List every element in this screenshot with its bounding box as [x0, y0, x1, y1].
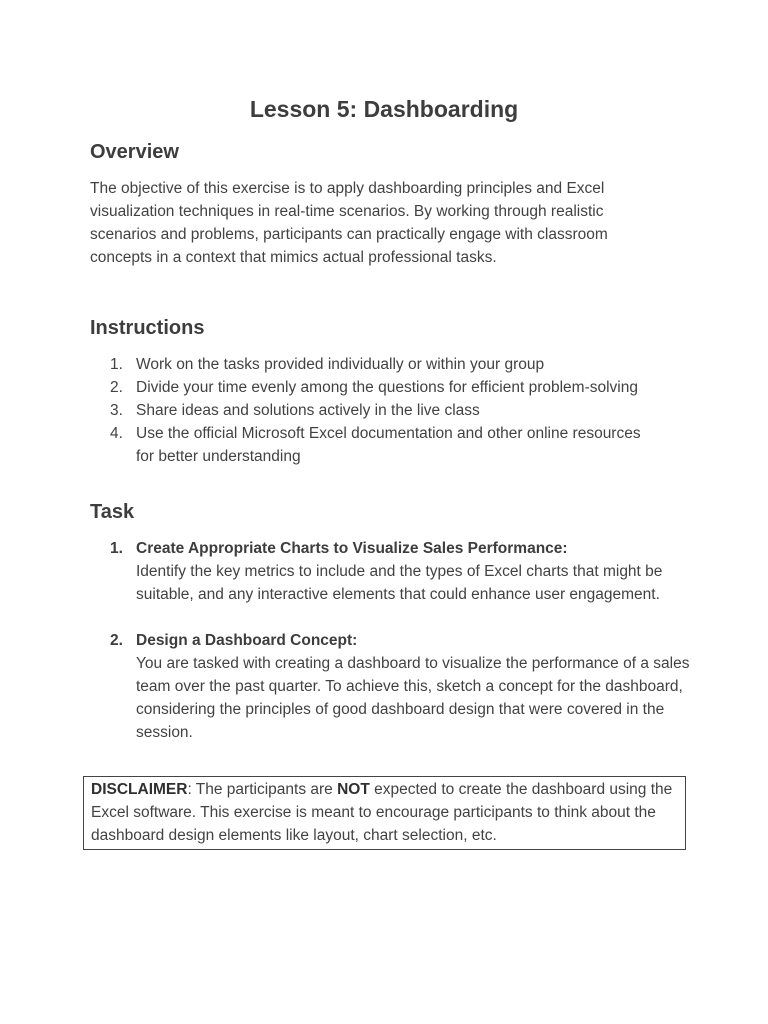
task-item	[90, 537, 690, 606]
disclaimer-label: DISCLAIMER	[91, 781, 188, 798]
instruction-item	[90, 376, 690, 399]
overview-paragraph: The objective of this exercise is to apply dashboarding principles and Excel visualization techniques in real-time scenarios. By working through realistic scenarios and problems, participants can practically engage with classroom concepts in a context that mimics actual professional tasks.	[90, 180, 608, 266]
disclaimer-emphasis: NOT	[337, 781, 370, 798]
instruction-item	[90, 399, 690, 422]
disclaimer-text-after: expected to create the dashboard using the Excel software. This exercise is meant to encourage participants to think about the dashboard design elements like layout, chart selection, etc.	[91, 781, 673, 844]
task-description: Identify the key metrics to include and the types of Excel charts that might be suitable, and any interactive elements that could enhance user engagement.	[136, 563, 663, 603]
instructions-heading: Instructions	[90, 317, 205, 339]
task-number: 2.	[110, 632, 123, 649]
instruction-text: Use the official Microsoft Excel documentation and other online resources for better understanding	[136, 425, 641, 465]
disclaimer-text-before: : The participants are	[187, 781, 338, 798]
task-number: 1.	[110, 540, 123, 557]
instruction-text: Share ideas and solutions actively in the live class	[136, 402, 480, 419]
instruction-number: 3.	[110, 402, 123, 419]
instruction-item	[90, 422, 690, 468]
disclaimer-box	[83, 776, 686, 850]
instruction-number: 4.	[110, 425, 123, 442]
task-list	[90, 537, 690, 744]
overview-heading: Overview	[90, 141, 179, 163]
task-description: You are tasked with creating a dashboard to visualize the performance of a sales team over the past quarter. To achieve this, sketch a concept for the dashboard, considering the principles of good dashboard design that were covered in the session.	[136, 655, 690, 741]
instruction-text: Work on the tasks provided individually or within your group	[136, 356, 545, 373]
task-title: Create Appropriate Charts to Visualize Sales Performance:	[136, 540, 568, 557]
page-title: Lesson 5: Dashboarding	[249, 96, 519, 122]
instruction-number: 2.	[110, 379, 123, 396]
task-heading: Task	[90, 501, 135, 523]
instruction-text: Divide your time evenly among the questions for efficient problem-solving	[136, 379, 638, 396]
task-title: Design a Dashboard Concept:	[136, 632, 358, 649]
task-item	[90, 629, 690, 744]
instruction-item	[90, 353, 690, 376]
instructions-list	[90, 353, 690, 468]
instruction-number: 1.	[110, 356, 123, 373]
